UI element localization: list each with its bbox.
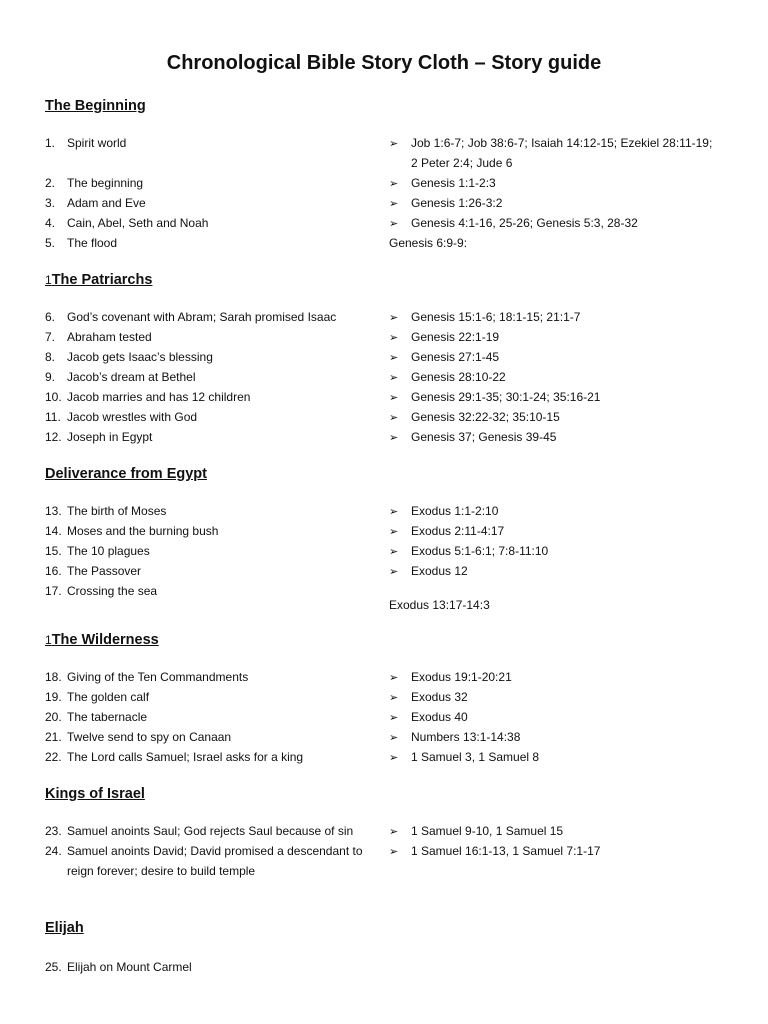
- list-item-continued: reign forever; desire to build temple: [67, 864, 256, 878]
- arrow-bullet-icon: ➢: [389, 312, 399, 324]
- scripture-reference: ➢ Genesis 28:10-22: [389, 370, 506, 384]
- scripture-reference: ➢ Numbers 13:1-14:38: [389, 730, 521, 744]
- arrow-bullet-icon: ➢: [389, 826, 399, 838]
- list-item: 21. Twelve send to spy on Canaan: [45, 730, 232, 744]
- list-item: 8. Jacob gets Isaac’s blessing: [45, 350, 213, 364]
- arrow-bullet-icon: ➢: [389, 506, 399, 518]
- list-item: 23. Samuel anoints Saul; God rejects Saul because of sin: [45, 824, 354, 838]
- section-heading-wilderness: 1The Wilderness: [45, 632, 159, 648]
- arrow-bullet-icon: ➢: [389, 392, 399, 404]
- section-heading-deliverance: Deliverance from Egypt: [45, 466, 207, 482]
- arrow-bullet-icon: ➢: [389, 372, 399, 384]
- scripture-reference: ➢ Genesis 29:1-35; 30:1-24; 35:16-21: [389, 390, 601, 404]
- list-item: 4. Cain, Abel, Seth and Noah: [45, 216, 209, 230]
- arrow-bullet-icon: ➢: [389, 198, 399, 210]
- arrow-bullet-icon: ➢: [389, 692, 399, 704]
- list-item: 11. Jacob wrestles with God: [45, 410, 198, 424]
- list-item: 24. Samuel anoints David; David promised a descendant to: [45, 844, 363, 858]
- list-item: 7. Abraham tested: [45, 330, 152, 344]
- scripture-reference: ➢ Exodus 19:1-20:21: [389, 670, 512, 684]
- list-item: 5. The flood: [45, 236, 118, 250]
- list-item: 2. The beginning: [45, 176, 144, 190]
- scripture-reference: ➢ Genesis 22:1-19: [389, 330, 500, 344]
- arrow-bullet-icon: ➢: [389, 752, 399, 764]
- scripture-reference: ➢ Genesis 32:22-32; 35:10-15: [389, 410, 560, 424]
- list-item: 3. Adam and Eve: [45, 196, 146, 210]
- list-item: 22. The Lord calls Samuel; Israel asks for a king: [45, 750, 304, 764]
- list-item: 17. Crossing the sea: [45, 584, 158, 598]
- scripture-reference: ➢ Exodus 40: [389, 710, 468, 724]
- list-item: 25. Elijah on Mount Carmel: [45, 960, 192, 974]
- arrow-bullet-icon: ➢: [389, 546, 399, 558]
- footnote-marker: 1: [45, 273, 52, 287]
- scripture-reference: ➢ Exodus 1:1-2:10: [389, 504, 499, 518]
- scripture-reference: ➢ Exodus 12: [389, 564, 468, 578]
- section-heading-beginning: The Beginning: [45, 98, 146, 114]
- list-item: 1. Spirit world: [45, 136, 127, 150]
- scripture-reference-continued: 2 Peter 2:4; Jude 6: [411, 156, 513, 170]
- scripture-reference: ➢ Genesis 37; Genesis 39-45: [389, 430, 557, 444]
- scripture-reference: ➢ 1 Samuel 9-10, 1 Samuel 15: [389, 824, 564, 838]
- scripture-reference: ➢ Exodus 5:1-6:1; 7:8-11:10: [389, 544, 549, 558]
- arrow-bullet-icon: ➢: [389, 732, 399, 744]
- arrow-bullet-icon: ➢: [389, 566, 399, 578]
- arrow-bullet-icon: ➢: [389, 332, 399, 344]
- list-item: 10. Jacob marries and has 12 children: [45, 390, 251, 404]
- list-item: 9. Jacob’s dream at Bethel: [45, 370, 196, 384]
- list-item: 16. The Passover: [45, 564, 142, 578]
- section-heading-kings: Kings of Israel: [45, 786, 145, 802]
- list-item: 19. The golden calf: [45, 690, 150, 704]
- list-item: 14. Moses and the burning bush: [45, 524, 219, 538]
- scripture-reference: ➢ Job 1:6-7; Job 38:6-7; Isaiah 14:12-15; Ezekiel 28:11-19;: [389, 136, 713, 150]
- scripture-reference: ➢ 1 Samuel 3, 1 Samuel 8: [389, 750, 540, 764]
- arrow-bullet-icon: ➢: [389, 712, 399, 724]
- arrow-bullet-icon: ➢: [389, 526, 399, 538]
- scripture-reference: Exodus 13:17-14:3: [389, 598, 490, 612]
- section-heading-elijah: Elijah: [45, 920, 84, 936]
- section-heading-patriarchs: 1The Patriarchs: [45, 272, 153, 288]
- arrow-bullet-icon: ➢: [389, 432, 399, 444]
- scripture-reference: ➢ Genesis 1:1-2:3: [389, 176, 496, 190]
- scripture-reference: Genesis 6:9-9:: [389, 236, 468, 250]
- footnote-marker: 1: [45, 633, 52, 647]
- scripture-reference: ➢ Genesis 4:1-16, 25-26; Genesis 5:3, 28-32: [389, 216, 638, 230]
- list-item: 12. Joseph in Egypt: [45, 430, 153, 444]
- document-title: Chronological Bible Story Cloth – Story guide: [166, 52, 602, 74]
- scripture-reference: ➢ Genesis 15:1-6; 18:1-15; 21:1-7: [389, 310, 581, 324]
- arrow-bullet-icon: ➢: [389, 846, 399, 858]
- scripture-reference: ➢ Exodus 32: [389, 690, 468, 704]
- list-item: 6. God’s covenant with Abram; Sarah promised Isaac: [45, 310, 337, 324]
- list-item: 20. The tabernacle: [45, 710, 148, 724]
- list-item: 18. Giving of the Ten Commandments: [45, 670, 249, 684]
- list-item: 15. The 10 plagues: [45, 544, 150, 558]
- scripture-reference: ➢ Exodus 2:11-4:17: [389, 524, 505, 538]
- arrow-bullet-icon: ➢: [389, 412, 399, 424]
- scripture-reference: ➢ Genesis 27:1-45: [389, 350, 500, 364]
- arrow-bullet-icon: ➢: [389, 672, 399, 684]
- arrow-bullet-icon: ➢: [389, 138, 399, 150]
- scripture-reference: ➢ 1 Samuel 16:1-13, 1 Samuel 7:1-17: [389, 844, 601, 858]
- scripture-reference: ➢ Genesis 1:26-3:2: [389, 196, 503, 210]
- arrow-bullet-icon: ➢: [389, 178, 399, 190]
- arrow-bullet-icon: ➢: [389, 352, 399, 364]
- arrow-bullet-icon: ➢: [389, 218, 399, 230]
- list-item: 13. The birth of Moses: [45, 504, 167, 518]
